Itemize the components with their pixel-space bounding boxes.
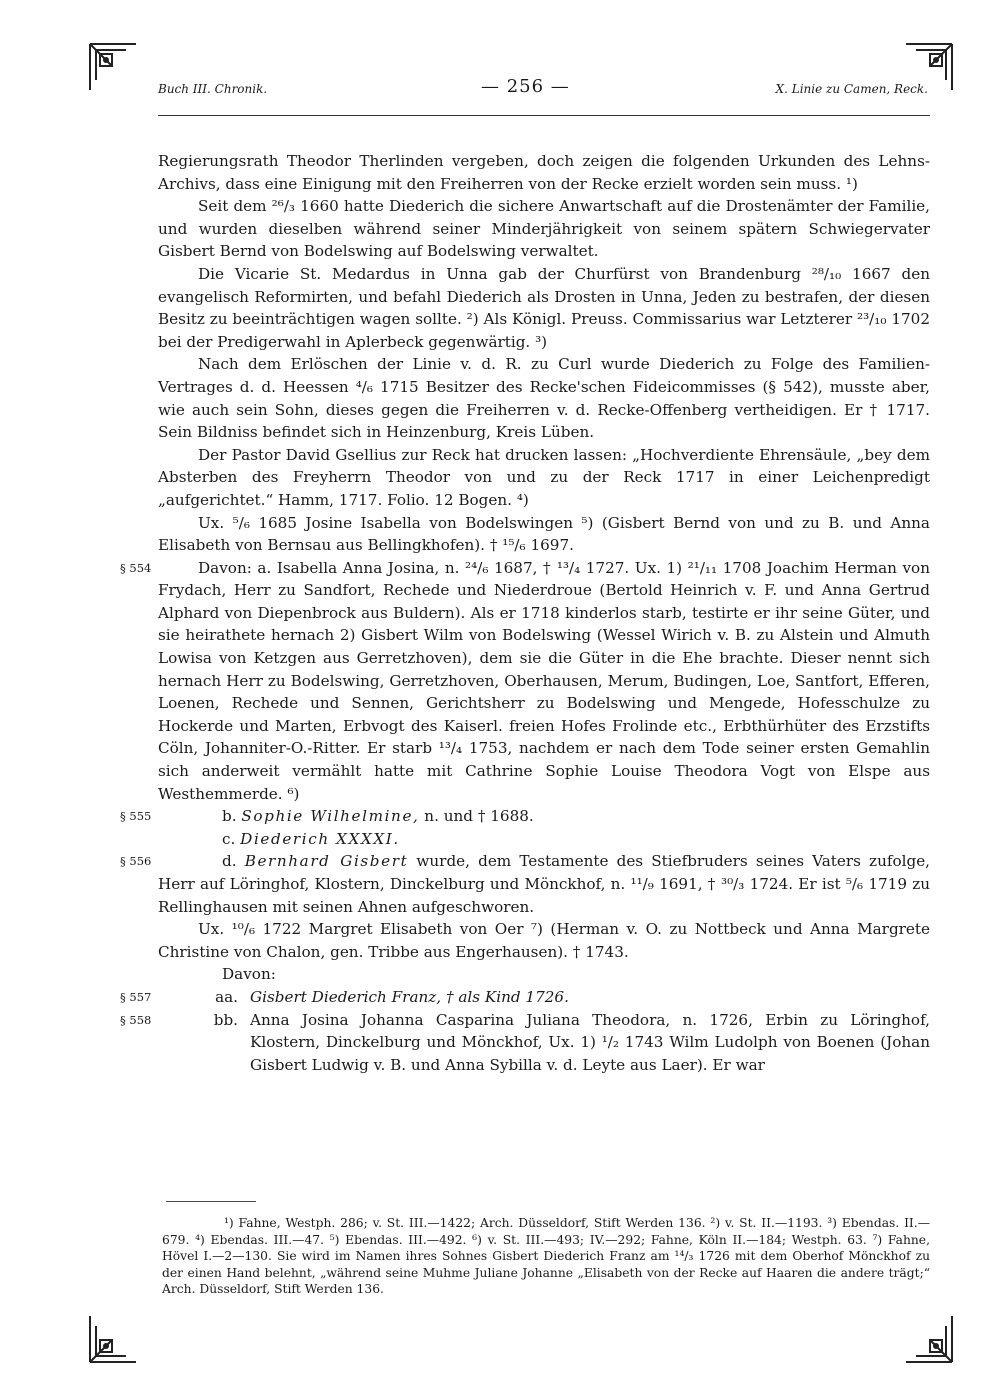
section-556 [120,850,931,918]
entry-c [158,828,930,851]
section-number: § 558 [120,1012,152,1027]
section-number: § 554 [120,560,152,575]
footnotes [162,1215,930,1298]
running-header [158,76,928,104]
section-text: Davon: a. Isabella Anna Josina, n. ²⁴/₆ 1687, † ¹³/₄ 1727. Ux. 1) ²¹/₁₁ 1708 Joachim Herman von Frydach, Herr zu Sandfort, Rechede und Niederdroue (Bertold Heinrich v. F. und Anna Gertrud Alphard von Diepenbrock aus Buldern). Als er 1718 kinderlos starb, testirte er ihr seine Güter, und sie heirathete hernach 2) Gisbert Wilm von Bodelswing (Wessel Wirich v. B. zu Alstein und Almuth Lowisa von Ketzgen aus Gerretzhoven), dem sie die Güter in die Ehe brachte. Dieser nennt sich hernach Herr zu Bodelswing, Gerretzhoven, Oberhausen, Merum, Budingen, Loe, Santfort, Efferen, Loenen, Rechede und Sennen, Gerichtsherr zu Bodelswing und Mengede, Hofesschulze zu Hockerde und Marten, Erbvogt des Kaiserl. freien Hofes Frolinde etc., Erbthürhüter des Erzstifts Cöln, Johanniter-O.-Ritter. Er starb ¹³/₄ 1753, nachdem er nach dem Tode seiner ersten Gemahlin sich anderweit vermählt hatte mit Cathrine Sophie Louise Theodora Vogt von Elspe aus Westhemmerde. ⁶) [158,558,930,803]
person-name: Sophie Wilhelmine, [241,807,420,826]
paragraph: Der Pastor David Gsellius zur Reck hat drucken lassen: „Hochverdiente Ehrensäule, „bey dem Absterben des Freyherrn Theodor von und zu der Reck 1717 in einer Leichenpredigt „aufgerichtet.“ Hamm, 1717. Folio. 12 Bogen. ⁴) [158,445,930,509]
section-558 [120,1009,930,1077]
entry-label: bb. [213,1010,238,1029]
davon-label: Davon: [222,965,276,984]
corner-ornament-bottom-right [902,1312,956,1366]
main-text [120,150,931,1076]
paragraph: Ux. ⁵/₆ 1685 Josine Isabella von Bodelswingen ⁵) (Gisbert Bernd von und zu B. und Anna Elisabeth von Bernsau aus Bellingkhofen). † ¹⁵/₆ 1697. [158,513,930,555]
paragraph: Ux. ¹⁰/₆ 1722 Margret Elisabeth von Oer ⁷) (Herman v. O. zu Nottbeck und Anna Margrete Christine von Chalon, gen. Tribbe aus Engerhausen). † 1743. [158,920,930,961]
paragraph: Regierungsrath Theodor Therlinden vergeben, doch zeigen die folgenden Urkunden des Lehns-Archivs, dass eine Einigung mit den Freiherren von der Recke erzielt worden sein muss. ¹) [158,152,930,193]
entry-text: n. und † 1688. [419,807,534,826]
section-554 [120,557,930,806]
header-right: X. Linie zu Camen, Reck. [775,82,928,96]
section-number: § 556 [120,854,152,869]
header-rule [158,115,930,116]
section-555 [120,805,930,828]
entry-text: Anna Josina Johanna Casparina Juliana Theodora, n. 1726, Erbin zu Löringhof, Klostern, Dinckelburg und Mönckhof, Ux. 1) ¹/₂ 1743 Wilm Ludolph von Boenen (Johan Gisbert Ludwig v. B. und Anna Sybilla v. d. Leyte aus Laer). Er war [250,1010,930,1074]
entry-text: wurde, dem Testamente des Stiefbruders seines Vaters zufolge, Herr auf Löringhof, Klostern, Dinckelburg und Mönckhof, n. ¹¹/₉ 1691, † ³⁰/₃ 1724. Er ist ⁵/₆ 1719 zu Rellinghausen mit seinen Ahnen aufgeschworen. [158,852,931,916]
section-557 [120,986,930,1009]
entry-label: c. [222,829,236,848]
entry-text: Gisbert Diederich Franz, † als Kind 1726. [250,987,569,1006]
page-number: — 256 — [481,76,570,97]
footnote-rule [166,1201,256,1202]
corner-ornament-top-left [86,40,140,94]
person-name: Bernhard Gisbert [244,852,409,871]
entry-label: b. [222,807,237,826]
paragraph: Nach dem Erlöschen der Linie v. d. R. zu Curl wurde Diederich zu Folge des Familien-Vertrages d. d. Heessen ⁴/₆ 1715 Besitzer des Recke'schen Fideicommisses (§ 542), musste aber, wie auch sein Sohn, dieses gegen die Freiherren v. d. Recke-Offenberg vertheidigen. Er † 1717. Sein Bildniss befindet sich in Heinzenburg, Kreis Lüben. [158,355,930,442]
entry-label: d. [222,852,237,871]
header-left: Buch III. Chronik. [158,82,268,96]
section-number: § 557 [120,989,152,1004]
corner-ornament-bottom-left [86,1312,140,1366]
person-name: Diederich XXXXI. [240,829,400,848]
paragraph: Seit dem ²⁶/₃ 1660 hatte Diederich die sichere Anwartschaft auf die Drostenämter der Familie, und wurden dieselben während seiner Minderjährigkeit von seinem spätern Schwiegervater Gisbert Bernd von Bodelswing auf Bodelswing verwaltet. [158,197,930,261]
section-number: § 555 [120,809,152,824]
footnote-text: ¹) Fahne, Westph. 286; v. St. III.—1422; Arch. Düsseldorf, Stift Werden 136. ²) v. St. II.—1193. ³) Ebendas. II.—679. ⁴) Ebendas. III.—47. ⁵) Ebendas. III.—492. ⁶) v. St. III.—493; IV.—292; Fahne, Köln II.—184; Westph. 63. ⁷) Fahne, Hövel I.—2—130. Sie wird im Namen ihres Sohnes Gisbert Diederich Franz am ¹⁴/₃ 1726 mit dem Oberhof Mönckhof zu der einen Hand belehnt, „während seine Muhme Juliane Johanne „Elisabeth von der Recke auf Haaren die andere trägt;“ Arch. Düsseldorf, Stift Werden 136. [162,1216,930,1296]
paragraph: Die Vicarie St. Medardus in Unna gab der Churfürst von Brandenburg ²⁸/₁₀ 1667 den evangelisch Reformirten, und befahl Diederich als Drosten in Unna, Jeden zu bestrafen, der diesen Besitz zu beeinträchtigen wagen sollte. ²) Als Königl. Preuss. Commissarius war Letzterer ²³/₁₀ 1702 bei der Predigerwahl in Aplerbeck gegenwärtig. ³) [158,264,930,351]
entry-label: aa. [215,987,238,1006]
